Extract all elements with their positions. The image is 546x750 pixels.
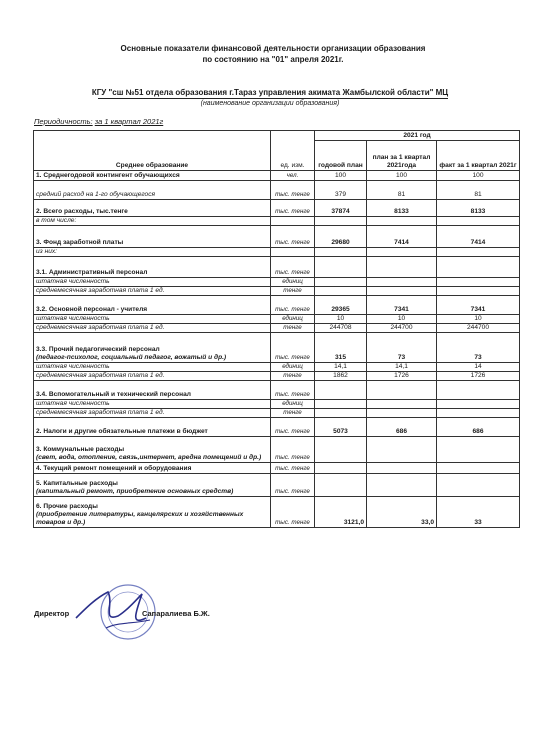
row-unit: тыс. тенге [271,462,315,473]
header-fact-q1: факт за 1 квартал 2021г [437,141,520,171]
row-value-2: 244700 [367,323,437,332]
row-value-1: 1862 [315,371,367,380]
table-row [34,295,520,314]
row-label [34,225,271,247]
period-label: Периодичность: [34,117,93,126]
row-value-2 [367,247,437,256]
table-row [34,323,520,332]
row-value-1 [315,462,367,473]
row-value-1 [315,436,367,462]
table-row [34,496,520,527]
row-value-1 [315,286,367,295]
row-label [34,408,271,417]
row-unit: тыс. тенге [271,256,315,277]
row-value-3: 7341 [437,295,520,314]
row-unit: тенге [271,408,315,417]
row-value-3 [437,399,520,408]
header-plan-q1: план за 1 квартал 2021года [367,141,437,171]
row-label [34,200,271,217]
header-annual-plan: годовой план [315,141,367,171]
row-label-note: (капитальный ремонт, приобретение основных средств) [36,487,234,495]
row-value-2: 33,0 [367,496,437,527]
row-unit: тыс. тенге [271,295,315,314]
row-label [34,314,271,323]
row-label [34,362,271,371]
row-label-text: среднемесячная заработная плата 1 ед. [36,408,165,416]
row-value-1: 5073 [315,417,367,436]
row-label [34,332,271,362]
row-value-1 [315,399,367,408]
table-row [34,362,520,371]
row-value-1: 10 [315,314,367,323]
row-value-2 [367,399,437,408]
organization-name: КГУ "сш №51 отдела образования г.Тараз управления акимата Жамбылской области" МЦ [91,88,449,97]
row-value-2 [367,286,437,295]
table-body [34,171,520,528]
table-row [34,277,520,286]
row-label-text: 2. Всего расходы, тыс.тенге [36,208,128,216]
row-label [34,277,271,286]
row-value-2 [367,462,437,473]
table-row [34,286,520,295]
row-value-1 [315,277,367,286]
row-label-text: 4. Текущий ремонт помещений и оборудования [36,464,192,472]
row-label-text: среднемесячная заработная плата 1 ед. [36,286,165,294]
row-label-text: 3.1. Административный персонал [36,268,148,276]
row-label-text: 3.3. Прочий педагогический персонал [36,346,160,353]
row-value-1: 100 [315,171,367,181]
header-unit: ед. изм. [271,131,315,171]
row-value-1 [315,380,367,399]
row-unit: тыс. тенге [271,473,315,496]
row-value-1: 244708 [315,323,367,332]
organization-caption: (наименование организации образования) [200,100,340,107]
row-unit: чел. [271,171,315,181]
row-value-2 [367,408,437,417]
row-value-3: 1726 [437,371,520,380]
row-label [34,380,271,399]
row-label [34,496,271,527]
row-value-3: 100 [437,171,520,181]
row-value-3: 73 [437,332,520,362]
row-value-2 [367,436,437,462]
row-value-2: 686 [367,417,437,436]
row-label-text: среднемесячная заработная плата 1 ед. [36,323,165,331]
row-unit: единиц [271,314,315,323]
row-value-1: 14,1 [315,362,367,371]
row-value-2: 100 [367,171,437,181]
period-value: за 1 квартал 2021г [94,117,164,126]
row-unit: тыс. тенге [271,332,315,362]
row-label [34,247,271,256]
row-label [34,295,271,314]
table-row [34,408,520,417]
row-value-3 [437,217,520,226]
row-unit: тыс. тенге [271,436,315,462]
row-value-3: 10 [437,314,520,323]
row-value-3 [437,408,520,417]
row-label [34,399,271,408]
row-label-text: средний расход на 1-го обучающегося [36,191,156,199]
table-row [34,332,520,362]
row-value-2 [367,277,437,286]
row-value-1: 379 [315,181,367,200]
row-value-3 [437,380,520,399]
row-value-3 [437,277,520,286]
row-value-1 [315,256,367,277]
row-value-3 [437,436,520,462]
row-value-1 [315,247,367,256]
table-row [34,380,520,399]
table-row [34,417,520,436]
row-label-text: штатная численность [36,399,110,407]
director-label: Директор [34,609,70,618]
row-value-3 [437,473,520,496]
row-value-3: 8133 [437,200,520,217]
row-unit: тыс. тенге [271,181,315,200]
row-value-1: 37874 [315,200,367,217]
row-value-1: 29365 [315,295,367,314]
row-label [34,323,271,332]
table-row [34,171,520,181]
row-value-3: 33 [437,496,520,527]
row-label-text: 3.2. Основной персонал - учителя [36,305,148,313]
row-value-2 [367,217,437,226]
row-unit: тыс. тенге [271,496,315,527]
row-value-2: 81 [367,181,437,200]
row-value-2 [367,256,437,277]
row-value-3 [437,286,520,295]
table-row [34,399,520,408]
row-value-3: 81 [437,181,520,200]
row-value-3 [437,256,520,277]
row-value-3 [437,462,520,473]
row-label-text: штатная численность [36,277,110,285]
row-value-2: 8133 [367,200,437,217]
row-label-text: штатная численность [36,362,110,370]
table-row [34,256,520,277]
table-row [34,200,520,217]
row-label-text: 1. Среднегодовой контингент обучающихся [36,172,180,180]
row-unit: единиц [271,399,315,408]
row-value-3: 686 [437,417,520,436]
row-value-1: 315 [315,332,367,362]
row-label [34,171,271,181]
row-value-3 [437,247,520,256]
row-unit: тыс. тенге [271,380,315,399]
table-row [34,473,520,496]
row-label-text: среднемесячная заработная плата 1 ед. [36,371,165,379]
financial-indicators-table [33,130,520,528]
table-row [34,436,520,462]
row-label-note: (приобретение литературы, канцелярских и хозяйственных товаров и др.) [36,511,244,526]
row-label [34,436,271,462]
row-unit [271,247,315,256]
row-label-text: 3. Фонд заработной платы [36,239,124,246]
table-row [34,462,520,473]
row-label-text: 3. Коммунальные расходы [36,446,125,453]
row-value-2: 73 [367,332,437,362]
row-unit: тенге [271,286,315,295]
row-label [34,286,271,295]
row-label-text: 6. Прочие расходы [36,503,98,511]
table-row [34,314,520,323]
row-label-text: штатная численность [36,314,110,322]
row-value-2: 7341 [367,295,437,314]
row-value-3: 14 [437,362,520,371]
table-row [34,371,520,380]
row-label-text: 5. Капитальные расходы [36,480,118,487]
table-row [34,181,520,200]
row-unit: тыс. тенге [271,225,315,247]
row-label-note: (педагог-психолог, социальный педагог, вожатый и др.) [36,353,227,361]
row-value-1 [315,473,367,496]
row-label-text: в том числе: [36,217,77,224]
row-value-2 [367,473,437,496]
row-label-text: из них: [36,247,57,255]
row-unit: тыс. тенге [271,200,315,217]
table-row [34,217,520,226]
row-value-3: 7414 [437,225,520,247]
row-label [34,473,271,496]
row-unit: тыс. тенге [271,417,315,436]
row-label [34,462,271,473]
period [34,117,163,126]
row-value-2: 10 [367,314,437,323]
row-label-text: 3.4. Вспомогательный и технический персонал [36,390,191,398]
report-title-line2: по состоянию на "01" апреля 2021г. [202,55,344,64]
row-unit [271,217,315,226]
row-value-1 [315,408,367,417]
row-unit: тенге [271,371,315,380]
header-year: 2021 год [315,131,520,141]
row-value-1 [315,217,367,226]
row-value-2: 14,1 [367,362,437,371]
table-row [34,247,520,256]
row-label [34,181,271,200]
row-label [34,371,271,380]
row-value-2: 7414 [367,225,437,247]
row-label-note: (свет, вода, отопление, связь,интернет, аредна помещений и др.) [36,453,262,461]
row-label [34,256,271,277]
table-row [34,225,520,247]
row-label [34,417,271,436]
row-label-text: 2. Налоги и другие обязательные платежи в бюджет [36,427,208,435]
row-unit: единиц [271,362,315,371]
director-name: Сапаралиева Б.Ж. [142,609,210,618]
row-value-3: 244700 [437,323,520,332]
report-title-line1: Основные показатели финансовой деятельности организации образования [120,44,426,53]
row-value-2: 1726 [367,371,437,380]
row-unit: тенге [271,323,315,332]
header-name: Среднее образование [34,131,271,171]
row-unit: единиц [271,277,315,286]
row-value-1: 29680 [315,225,367,247]
row-value-1: 3121,0 [315,496,367,527]
row-label [34,217,271,226]
row-value-2 [367,380,437,399]
